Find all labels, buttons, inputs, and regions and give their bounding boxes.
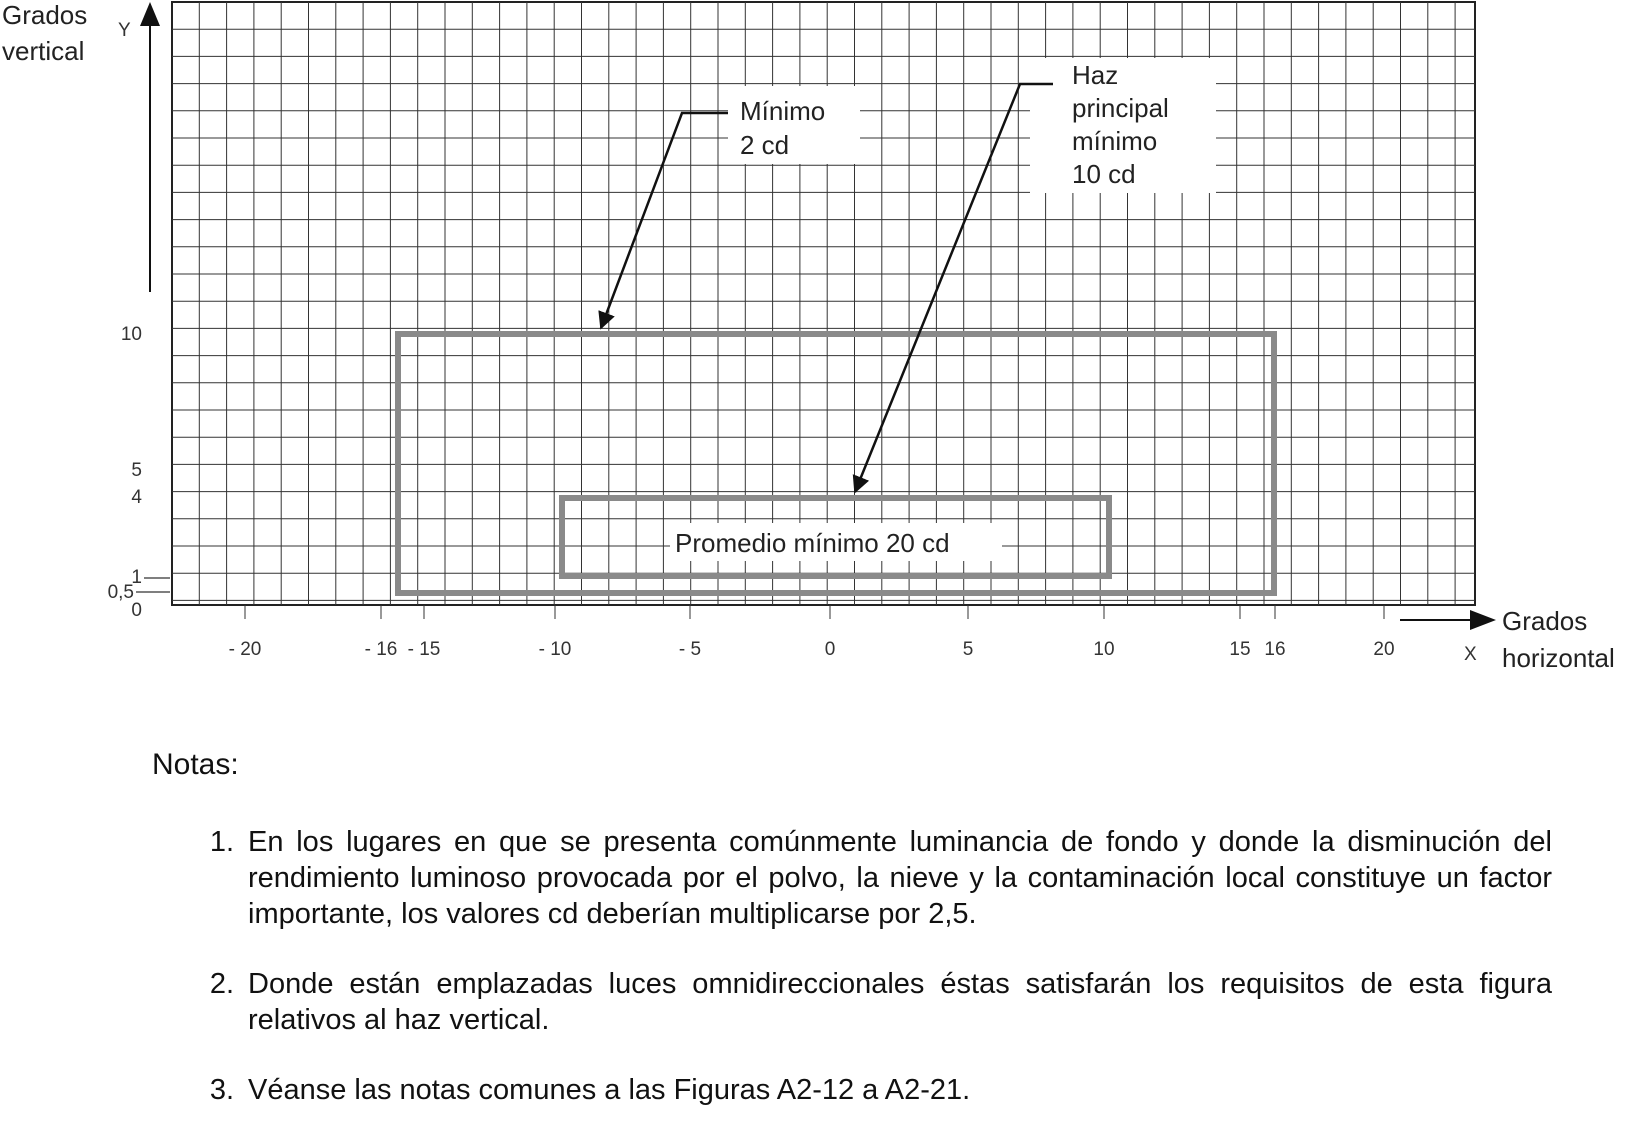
notes-section [152, 748, 1552, 1142]
y-tick-label: 10 [120, 324, 142, 345]
note-number: 2. [209, 968, 234, 1000]
x-tick-label: 20 [1373, 639, 1395, 660]
note-item [182, 824, 1552, 932]
x-axis-arrowhead [1470, 610, 1496, 630]
note-number: 3. [209, 1074, 234, 1106]
note-item [182, 966, 1552, 1038]
note-text: En los lugares en que se presenta comúnmente luminancia de fondo y donde la disminución del rendimiento luminoso provocada por el polvo, la nieve y la contaminación local constituye un factor importante, los valores cd deberían multiplicarse por 2,5. [248, 826, 1552, 930]
main-beam-label: Haz principal mínimo 10 cd [1072, 60, 1169, 189]
x-tick-label: 5 [962, 639, 974, 660]
note-text: Donde están emplazadas luces omnidireccionales éstas satisfarán los requisitos de esta figura relativos al haz vertical. [248, 968, 1552, 1036]
x-tick-label: - 20 [228, 639, 262, 660]
x-axis-letter: X [1464, 644, 1477, 665]
notes-title: Notas: [152, 748, 239, 781]
y-tick-label: 0 [131, 600, 142, 621]
x-tick-labels [229, 639, 1395, 660]
x-tick-label: - 5 [678, 639, 702, 660]
y-tick-labels [108, 324, 143, 621]
y-tick-label: 4 [131, 487, 142, 508]
y-axis-arrowhead [140, 2, 160, 26]
x-tick-label: - 10 [538, 639, 572, 660]
main-beam-leader-arrow [855, 84, 1053, 492]
x-tick-label: 16 [1264, 639, 1286, 660]
note-item [182, 1072, 1552, 1108]
min-leader-arrow [601, 113, 728, 328]
y-axis-letter: Y [118, 20, 131, 41]
x-tick-label: 0 [824, 639, 836, 660]
x-tick-label: - 15 [407, 639, 441, 660]
inner-region-label: Promedio mínimo 20 cd [675, 528, 950, 558]
y-tick-label: 5 [131, 460, 142, 481]
y-tick-label: 0,5 [107, 582, 134, 603]
y-axis-title: Grados vertical [2, 0, 88, 66]
x-tick-label: 15 [1229, 639, 1251, 660]
x-tick-label: 10 [1093, 639, 1115, 660]
note-text: Véanse las notas comunes a las Figuras A2-12 a A2-21. [248, 1074, 971, 1106]
x-axis-title: Grados horizontal [1502, 606, 1615, 673]
x-tick-label: - 16 [364, 639, 398, 660]
note-number: 1. [209, 826, 234, 858]
y-tick-label: 1 [131, 567, 142, 588]
min-label: Mínimo 2 cd [740, 96, 826, 160]
